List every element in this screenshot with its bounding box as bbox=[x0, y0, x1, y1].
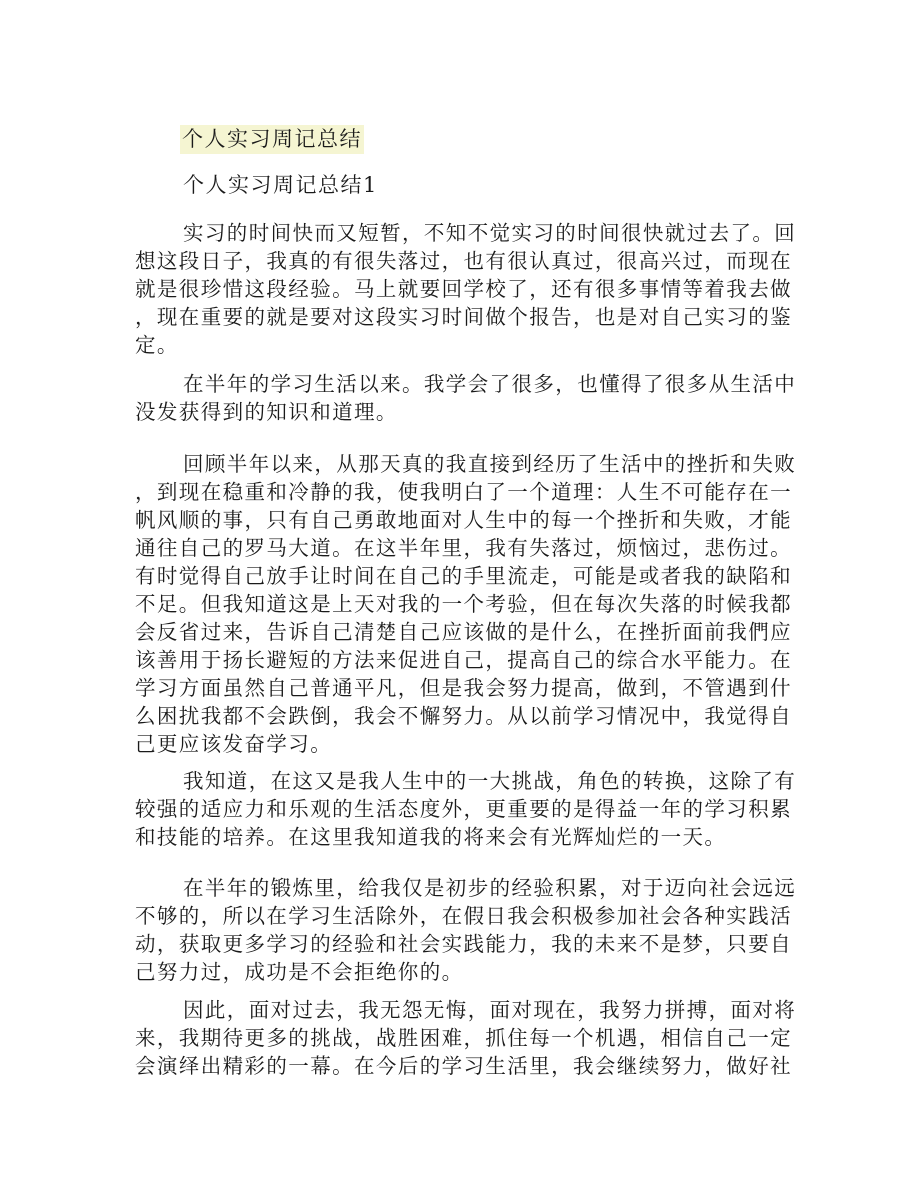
paragraph-line: 己努力过，成功是不会拒绝你的。 bbox=[135, 960, 464, 984]
paragraph-line: 较强的适应力和乐观的生活态度外，更重要的是得益一年的学习积累 bbox=[135, 797, 792, 821]
paragraph-line: 帆风顺的事，只有自己勇敢地面对人生中的每一个挫折和失败，才能 bbox=[135, 508, 792, 532]
body-paragraph bbox=[135, 996, 797, 1080]
paragraph-line: ，到现在稳重和冷静的我，使我明白了一个道理：人生不可能存在一 bbox=[135, 480, 792, 504]
paragraph-line: 回顾半年以来，从那天真的我直接到经历了生活中的挫折和失败 bbox=[183, 452, 797, 476]
body-paragraph bbox=[135, 370, 797, 426]
document-title bbox=[180, 125, 364, 154]
paragraph-line: 会演绎出精彩的一幕。在今后的学习生活里，我会继续努力，做好社 bbox=[135, 1054, 792, 1078]
paragraph-line: 通往自己的罗马大道。在这半年里，我有失落过，烦恼过，悲伤过。 bbox=[135, 536, 792, 560]
body-paragraph bbox=[135, 219, 797, 359]
paragraph-line: 在半年的学习生活以来。我学会了很多，也懂得了很多从生活中 bbox=[183, 372, 797, 396]
paragraph-line: 在半年的锻炼里，给我仅是初步的经验积累，对于迈向社会远远 bbox=[183, 876, 797, 900]
paragraph-line: 会反省过来，告诉自己清楚自己应该做的是什么，在挫折面前我們应 bbox=[135, 620, 792, 644]
paragraph-line: 没发获得到的知识和道理。 bbox=[135, 400, 398, 424]
body-paragraph bbox=[135, 874, 797, 986]
paragraph-line: 和技能的培养。在这里我知道我的将来会有光辉灿烂的一天。 bbox=[135, 825, 727, 849]
body-paragraph bbox=[135, 450, 797, 758]
paragraph-line: 我知道，在这又是我人生中的一大挑战，角色的转换，这除了有 bbox=[183, 769, 797, 793]
paragraph-line: 么困扰我都不会跌倒，我会不懈努力。从以前学习情况中，我觉得自 bbox=[135, 704, 792, 728]
paragraph-line: 不够的，所以在学习生活除外，在假日我会积极参加社会各种实践活 bbox=[135, 904, 792, 928]
paragraph-line: 定。 bbox=[135, 333, 179, 357]
document-subtitle: 个人实习周记总结1 bbox=[183, 173, 378, 197]
paragraph-line: 实习的时间快而又短暂，不知不觉实习的时间很快就过去了。回 bbox=[183, 221, 797, 245]
document-title-text: 个人实习周记总结 bbox=[182, 127, 362, 151]
paragraph-line: 来，我期待更多的挑战，战胜困难，抓住每一个机遇，相信自己一定 bbox=[135, 1026, 792, 1050]
paragraph-line: 动，获取更多学习的经验和社会实践能力，我的未来不是梦，只要自 bbox=[135, 932, 792, 956]
paragraph-line: 该善用于扬长避短的方法来促进自己，提高自己的综合水平能力。在 bbox=[135, 648, 792, 672]
body-paragraph bbox=[135, 767, 797, 851]
paragraph-line: 就是很珍惜这段经验。马上就要回学校了，还有很多事情等着我去做 bbox=[135, 277, 792, 301]
paragraph-line: 有时觉得自己放手让时间在自己的手里流走，可能是或者我的缺陷和 bbox=[135, 564, 792, 588]
paragraph-line: 想这段日子，我真的有很失落过，也有很认真过，很高兴过，而现在 bbox=[135, 249, 792, 273]
paragraph-line: 己更应该发奋学习。 bbox=[135, 732, 333, 756]
paragraph-line: 因此，面对过去，我无怨无悔，面对现在，我努力拼搏，面对将 bbox=[183, 998, 797, 1022]
paragraph-line: ，现在重要的就是要对这段实习时间做个报告，也是对自己实习的鉴 bbox=[135, 305, 792, 329]
paragraph-line: 学习方面虽然自己普通平凡，但是我会努力提高，做到，不管遇到什 bbox=[135, 676, 792, 700]
paragraph-line: 不足。但我知道这是上天对我的一个考验，但在每次失落的时候我都 bbox=[135, 592, 792, 616]
